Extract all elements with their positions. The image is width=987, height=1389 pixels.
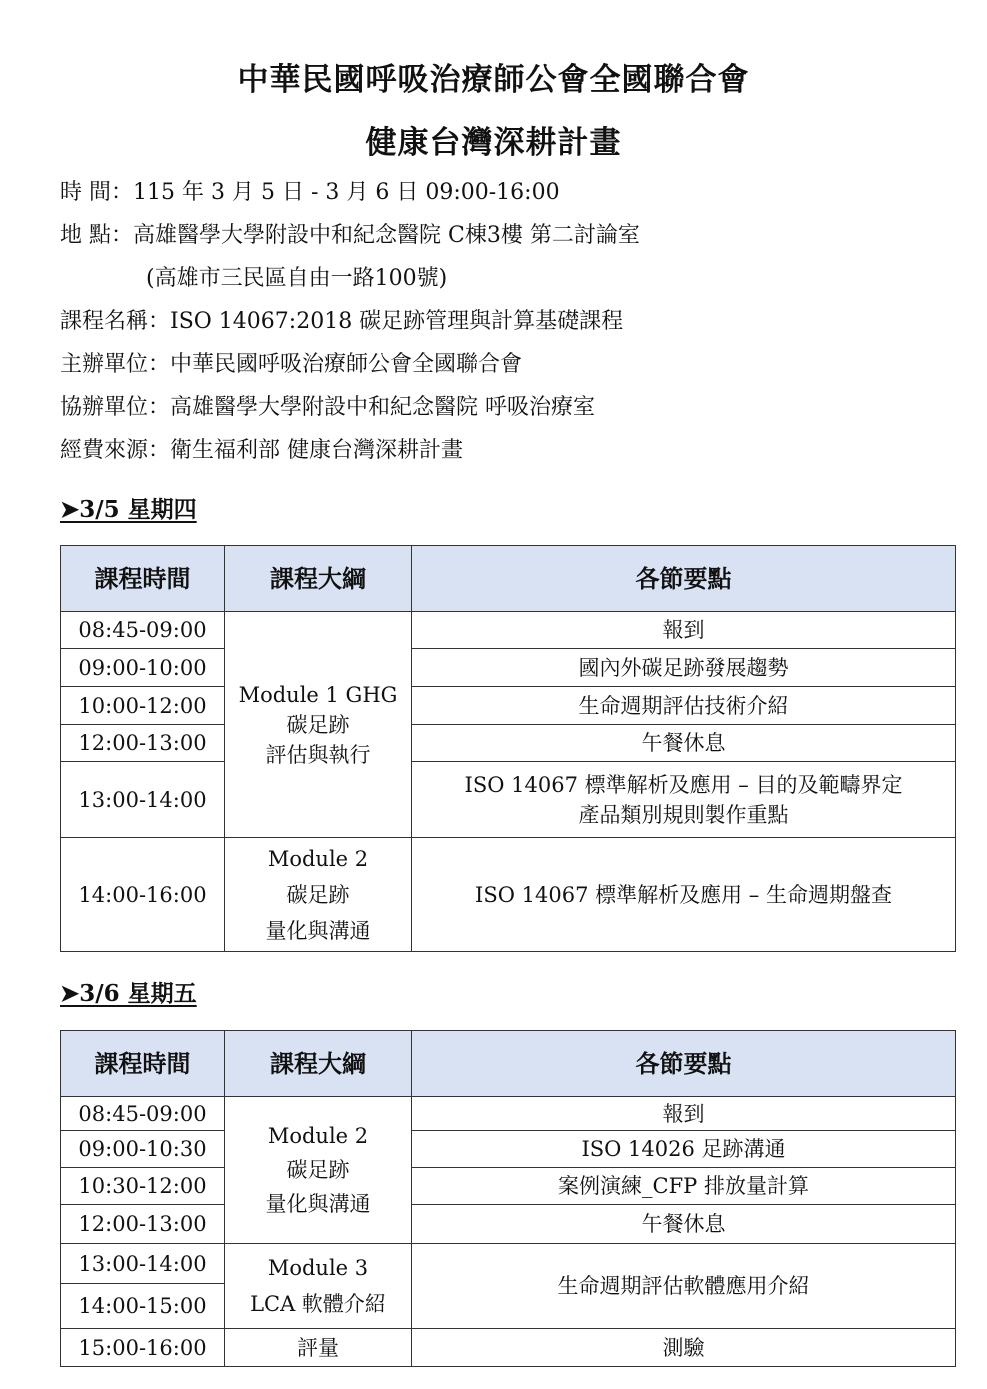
point-cell: 國內外碳足跡發展趨勢 [412, 649, 956, 687]
point-cell: 午餐休息 [412, 725, 956, 762]
module-name: Module 2 [267, 846, 369, 871]
module-line: 碳足跡 [286, 1158, 350, 1182]
document-subtitle: 健康台灣深耕計畫 [365, 125, 622, 161]
time-cell: 08:45-09:00 [61, 612, 225, 649]
header-points: 各節要點 [412, 546, 956, 612]
header-outline: 課程大綱 [225, 546, 412, 612]
time-cell: 10:30-12:00 [61, 1168, 225, 1205]
day1-heading: ➤3/5 星期四 [60, 496, 197, 523]
table-row [61, 1205, 956, 1244]
module-cell [225, 1244, 412, 1329]
time-cell: 14:00-15:00 [61, 1284, 225, 1329]
info-place [60, 218, 640, 249]
time-cell: 10:00-12:00 [61, 687, 225, 725]
module-name: Module 3 [267, 1256, 369, 1280]
table-row [61, 1097, 956, 1131]
table-row [61, 612, 956, 649]
point-cell: ISO 14026 足跡溝通 [412, 1131, 956, 1168]
info-host [60, 347, 522, 378]
point-cell: 生命週期評估技術介紹 [412, 687, 956, 725]
module-name: Module 1 GHG [238, 682, 398, 707]
document-title: 中華民國呼吸治療師公會全國聯合會 [237, 62, 750, 98]
table-row [61, 838, 956, 952]
module-line: 碳足跡 [286, 712, 350, 737]
day2-heading: ➤3/6 星期五 [60, 980, 197, 1007]
header-points: 各節要點 [412, 1031, 956, 1097]
day1-schedule-table [60, 545, 956, 952]
funding-label: 經費來源： [60, 438, 171, 463]
time-cell: 08:45-09:00 [61, 1097, 225, 1131]
table-header-row [61, 1031, 956, 1097]
time-cell: 09:00-10:00 [61, 649, 225, 687]
module-cell [225, 838, 412, 952]
time-cell: 13:00-14:00 [61, 1244, 225, 1284]
header-time: 課程時間 [61, 1031, 225, 1097]
time-cell: 12:00-13:00 [61, 1205, 225, 1244]
place-label: 地 點： [60, 223, 133, 248]
table-row [61, 649, 956, 687]
funding-value: 衛生福利部 健康台灣深耕計畫 [170, 438, 464, 463]
cohost-value: 高雄醫學大學附設中和紀念醫院 呼吸治療室 [170, 395, 596, 420]
table-row [61, 762, 956, 838]
module-line: 量化與溝通 [265, 1192, 371, 1216]
header-outline: 課程大綱 [225, 1031, 412, 1097]
point-line: ISO 14067 標準解析及應用 – 目的及範疇界定 [464, 772, 903, 797]
day2-schedule-table [60, 1030, 956, 1367]
assessment-cell: 評量 [225, 1329, 412, 1367]
time-cell: 13:00-14:00 [61, 762, 225, 838]
time-cell: 09:00-10:30 [61, 1131, 225, 1168]
time-cell: 14:00-16:00 [61, 838, 225, 952]
table-row [61, 1244, 956, 1284]
place-value: 高雄醫學大學附設中和紀念醫院 C棟3樓 第二討論室 [133, 223, 640, 248]
point-cell: 報到 [412, 1097, 956, 1131]
point-cell [412, 762, 956, 838]
point-cell: 報到 [412, 612, 956, 649]
point-cell: 午餐休息 [412, 1205, 956, 1244]
module-cell [225, 612, 412, 838]
time-value: 115 年 3 月 5 日 - 3 月 6 日 09:00-16:00 [133, 180, 560, 205]
header-time: 課程時間 [61, 546, 225, 612]
host-value: 中華民國呼吸治療師公會全國聯合會 [170, 352, 523, 377]
module-name: Module 2 [267, 1124, 369, 1148]
info-time [60, 175, 560, 206]
table-row [61, 1131, 956, 1168]
module-line: 碳足跡 [286, 882, 350, 907]
host-label: 主辦單位： [60, 352, 171, 377]
time-label: 時 間： [60, 180, 133, 205]
info-cohost [60, 390, 595, 421]
point-cell: 測驗 [412, 1329, 956, 1367]
point-cell: ISO 14067 標準解析及應用 – 生命週期盤查 [412, 838, 956, 952]
info-funding [60, 433, 463, 464]
point-cell: 生命週期評估軟體應用介紹 [412, 1244, 956, 1329]
info-course [60, 304, 623, 335]
module-line: LCA 軟體介紹 [250, 1292, 386, 1316]
module-cell [225, 1097, 412, 1244]
table-row [61, 1168, 956, 1205]
table-header-row [61, 546, 956, 612]
time-cell: 15:00-16:00 [61, 1329, 225, 1367]
point-line: 產品類別規則製作重點 [578, 802, 789, 827]
course-label: 課程名稱： [60, 309, 171, 334]
cohost-label: 協辦單位： [60, 395, 171, 420]
point-cell: 案例演練_CFP 排放量計算 [412, 1168, 956, 1205]
module-line: 量化與溝通 [265, 918, 371, 943]
module-line: 評估與執行 [265, 742, 371, 767]
course-value: ISO 14067:2018 碳足跡管理與計算基礎課程 [170, 309, 624, 334]
table-row [61, 687, 956, 725]
table-row [61, 725, 956, 762]
time-cell: 12:00-13:00 [61, 725, 225, 762]
place-address: (高雄市三民區自由一路100號) [146, 266, 448, 291]
table-row [61, 1329, 956, 1367]
